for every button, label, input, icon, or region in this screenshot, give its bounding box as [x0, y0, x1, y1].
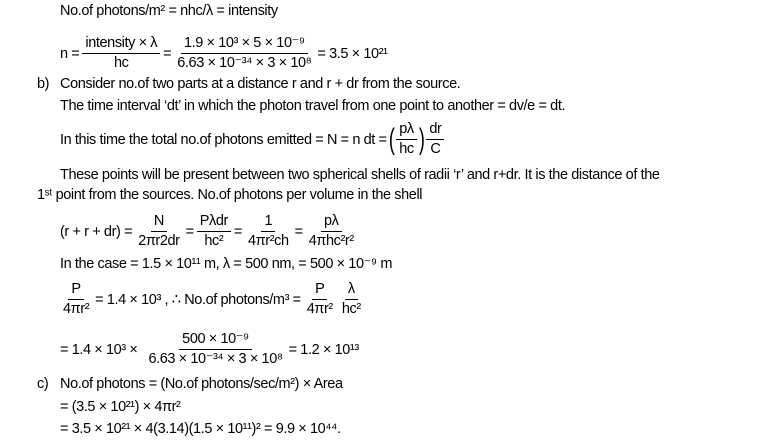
numerator: 1: [261, 212, 275, 232]
denominator: hc²: [204, 233, 224, 249]
denominator: C: [430, 141, 441, 157]
fraction: [197, 212, 231, 251]
eq-lhs: n =: [60, 45, 80, 62]
denominator: hc²: [341, 301, 361, 317]
fraction: [145, 330, 285, 369]
open-paren: (: [388, 122, 395, 156]
p-line: [60, 280, 364, 319]
case-line: In the case = 1.5 × 10¹¹ m, λ = 500 nm, = 500 × 10⁻⁹ m: [60, 256, 393, 272]
fraction: [82, 34, 160, 73]
part-b-line1: Consider no.of two parts at a distance r and r + dr from the source.: [60, 76, 461, 92]
shell-equation: [60, 212, 360, 251]
eq-lhs: (r + r + dr) =: [60, 223, 133, 240]
equals: =: [185, 223, 194, 240]
numerator: N: [151, 212, 167, 232]
part-b-label: b): [37, 76, 50, 92]
para-line2: 1ˢᵗ point from the sources. No.of photons per volume in the shell: [37, 187, 423, 203]
equals: =: [294, 223, 303, 240]
calc-line: [60, 330, 359, 369]
fraction: [60, 280, 92, 319]
fraction: [135, 212, 182, 251]
equals: =: [233, 223, 242, 240]
numerator: Pλdr: [197, 212, 231, 232]
fraction: [245, 212, 292, 251]
denominator: 6.63 × 10⁻³⁴ × 3 × 10⁸: [177, 55, 312, 71]
fraction: [396, 120, 417, 159]
result: = 3.5 × 10²¹: [317, 45, 388, 62]
denominator: 4πr²: [306, 301, 333, 317]
part-c-line2: = (3.5 × 10²¹) × 4πr²: [60, 399, 181, 415]
numerator: pλ: [321, 212, 342, 232]
part-c-line3: = 3.5 × 10²¹ × 4(3.14)(1.5 × 10¹¹)² = 9.9 × 10⁴⁴.: [60, 421, 341, 437]
numerator: intensity × λ: [82, 34, 160, 54]
equation-n: [60, 34, 388, 73]
numerator: pλ: [396, 120, 417, 140]
numerator: 1.9 × 10³ × 5 × 10⁻⁹: [181, 34, 308, 54]
close-paren: ): [418, 122, 425, 156]
text: In this time the total no.of photons emitted = N = n dt =: [60, 131, 387, 148]
result: = 1.2 × 10¹³: [288, 341, 359, 358]
numerator: 500 × 10⁻⁹: [179, 330, 252, 350]
fraction: [174, 34, 314, 73]
fraction: [304, 280, 336, 319]
numerator: P: [312, 280, 327, 300]
part-c-label: c): [37, 376, 49, 392]
denominator: 2πr2dr: [138, 233, 180, 249]
text: = 1.4 × 10³ , ∴ No.of photons/m³ =: [95, 291, 301, 308]
numerator: dr: [426, 120, 444, 140]
fraction: [426, 120, 444, 159]
fraction: [306, 212, 357, 251]
part-b-line3: [60, 120, 444, 159]
part-c-line1: No.of photons = (No.of photons/sec/m²) × Area: [60, 376, 343, 392]
denominator: 4πhc²r²: [308, 233, 354, 249]
denominator: hc: [399, 141, 414, 157]
fraction: [339, 280, 364, 319]
part-b-line2: The time interval ‘dt’ in which the photon travel from one point to another = dv/e = dt.: [60, 98, 566, 114]
denominator: 6.63 × 10⁻³⁴ × 3 × 10⁸: [148, 351, 283, 367]
denominator: 4πr²: [63, 301, 90, 317]
denominator: hc: [114, 55, 129, 71]
numerator: P: [68, 280, 83, 300]
para-line1: These points will be present between two spherical shells of radii ‘r’ and r+dr. It is the distance of the: [60, 167, 660, 183]
denominator: 4πr²ch: [248, 233, 289, 249]
photons-per-m2-line: No.of photons/m² = nhc/λ = intensity: [60, 3, 278, 19]
equals: =: [163, 45, 172, 62]
numerator: λ: [345, 280, 358, 300]
text: = 1.4 × 10³ ×: [60, 341, 138, 358]
